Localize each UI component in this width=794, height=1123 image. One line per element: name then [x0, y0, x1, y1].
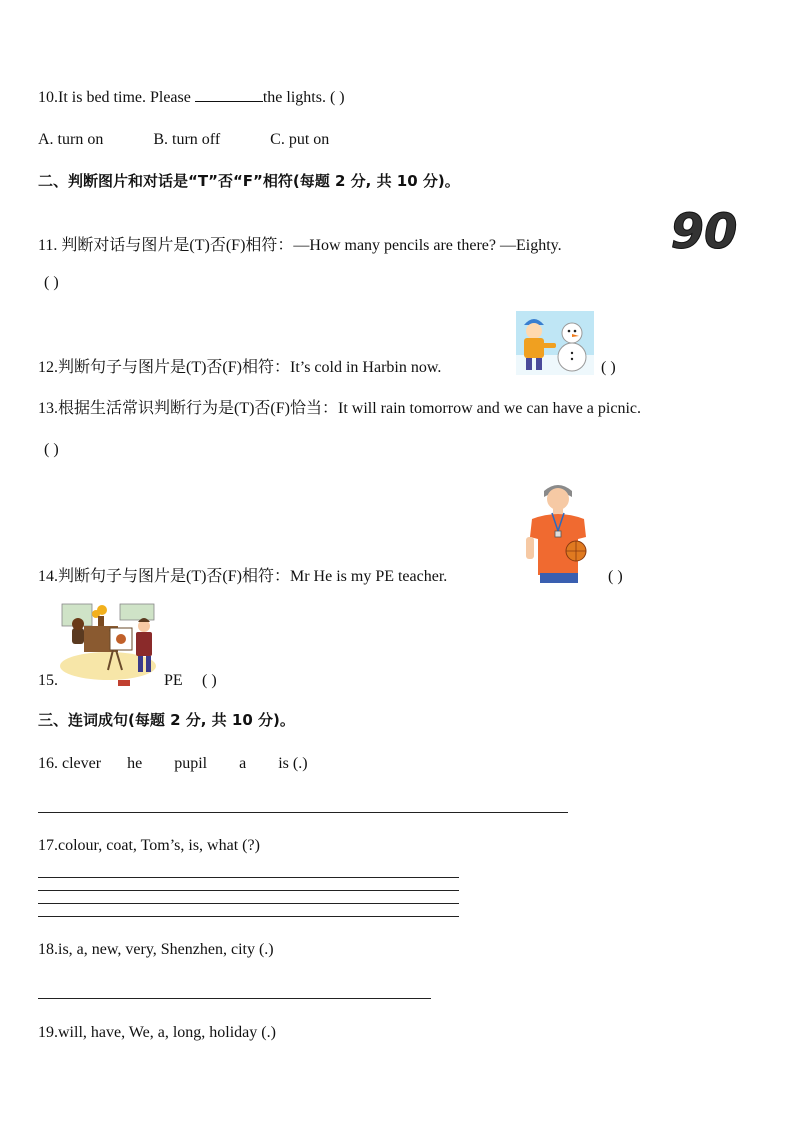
q15-number: 15. [38, 672, 58, 689]
q10-answer-paren[interactable]: ( ) [329, 89, 345, 106]
art-class-image [58, 600, 160, 688]
question-12: 12.判断句子与图片是(T)否(F)相符：It’s cold in Harbin now. [38, 359, 442, 376]
q10-option-a[interactable]: A. turn on [38, 131, 104, 148]
question-11: 11. 判断对话与图片是(T)否(F)相符：—How many pencils are there? —Eighty. [38, 237, 562, 254]
q16-word-5: is (.) [278, 755, 308, 772]
question-16 [38, 754, 308, 774]
question-17: 17.colour, coat, Tom’s, is, what (?) [38, 837, 260, 854]
q17-answer-line-2[interactable] [38, 890, 459, 891]
q10-option-c[interactable]: C. put on [270, 131, 330, 148]
q16-word-3: pupil [174, 755, 208, 772]
question-19: 19.will, have, We, a, long, holiday (.) [38, 1024, 276, 1041]
q10-blank[interactable] [195, 87, 263, 102]
q16-word-1: clever [62, 755, 102, 772]
q10-options [38, 130, 329, 150]
q13-answer-paren[interactable]: ( ) [44, 441, 59, 458]
q14-answer-paren[interactable]: ( ) [608, 568, 623, 585]
q11-answer-paren[interactable]: ( ) [44, 274, 59, 291]
pe-teacher-image [520, 479, 598, 583]
q16-number: 16. [38, 755, 58, 772]
q18-answer-line[interactable] [38, 998, 431, 999]
q10-option-b[interactable]: B. turn off [153, 131, 221, 148]
q15-answer-paren[interactable]: ( ) [202, 672, 217, 689]
q17-answer-line-1[interactable] [38, 877, 459, 878]
q16-word-4: a [239, 755, 247, 772]
q16-word-2: he [127, 755, 143, 772]
question-10 [38, 87, 345, 108]
number-ninety-image [668, 204, 740, 256]
q12-answer-paren[interactable]: ( ) [601, 359, 616, 376]
q10-prefix: 10.It is bed time. Please [38, 89, 191, 106]
q17-answer-line-4[interactable] [38, 916, 459, 917]
snowman-image [516, 311, 594, 375]
question-18: 18.is, a, new, very, Shenzhen, city (.) [38, 941, 274, 958]
q17-answer-line-3[interactable] [38, 903, 459, 904]
question-14: 14.判断句子与图片是(T)否(F)相符：Mr He is my PE teacher. [38, 568, 448, 585]
q16-answer-line[interactable] [38, 812, 568, 813]
q15-label: PE [164, 672, 183, 689]
q10-suffix: the lights. [262, 89, 326, 106]
section-3-title: 三、连词成句(每题 2 分, 共 10 分)。 [38, 711, 295, 729]
ninety-text: 90 [670, 204, 738, 256]
question-13: 13.根据生活常识判断行为是(T)否(F)恰当：It will rain tomorrow and we can have a picnic. [38, 400, 641, 417]
section-2-title: 二、判断图片和对话是“T”否“F”相符(每题 2 分, 共 10 分)。 [38, 172, 460, 190]
